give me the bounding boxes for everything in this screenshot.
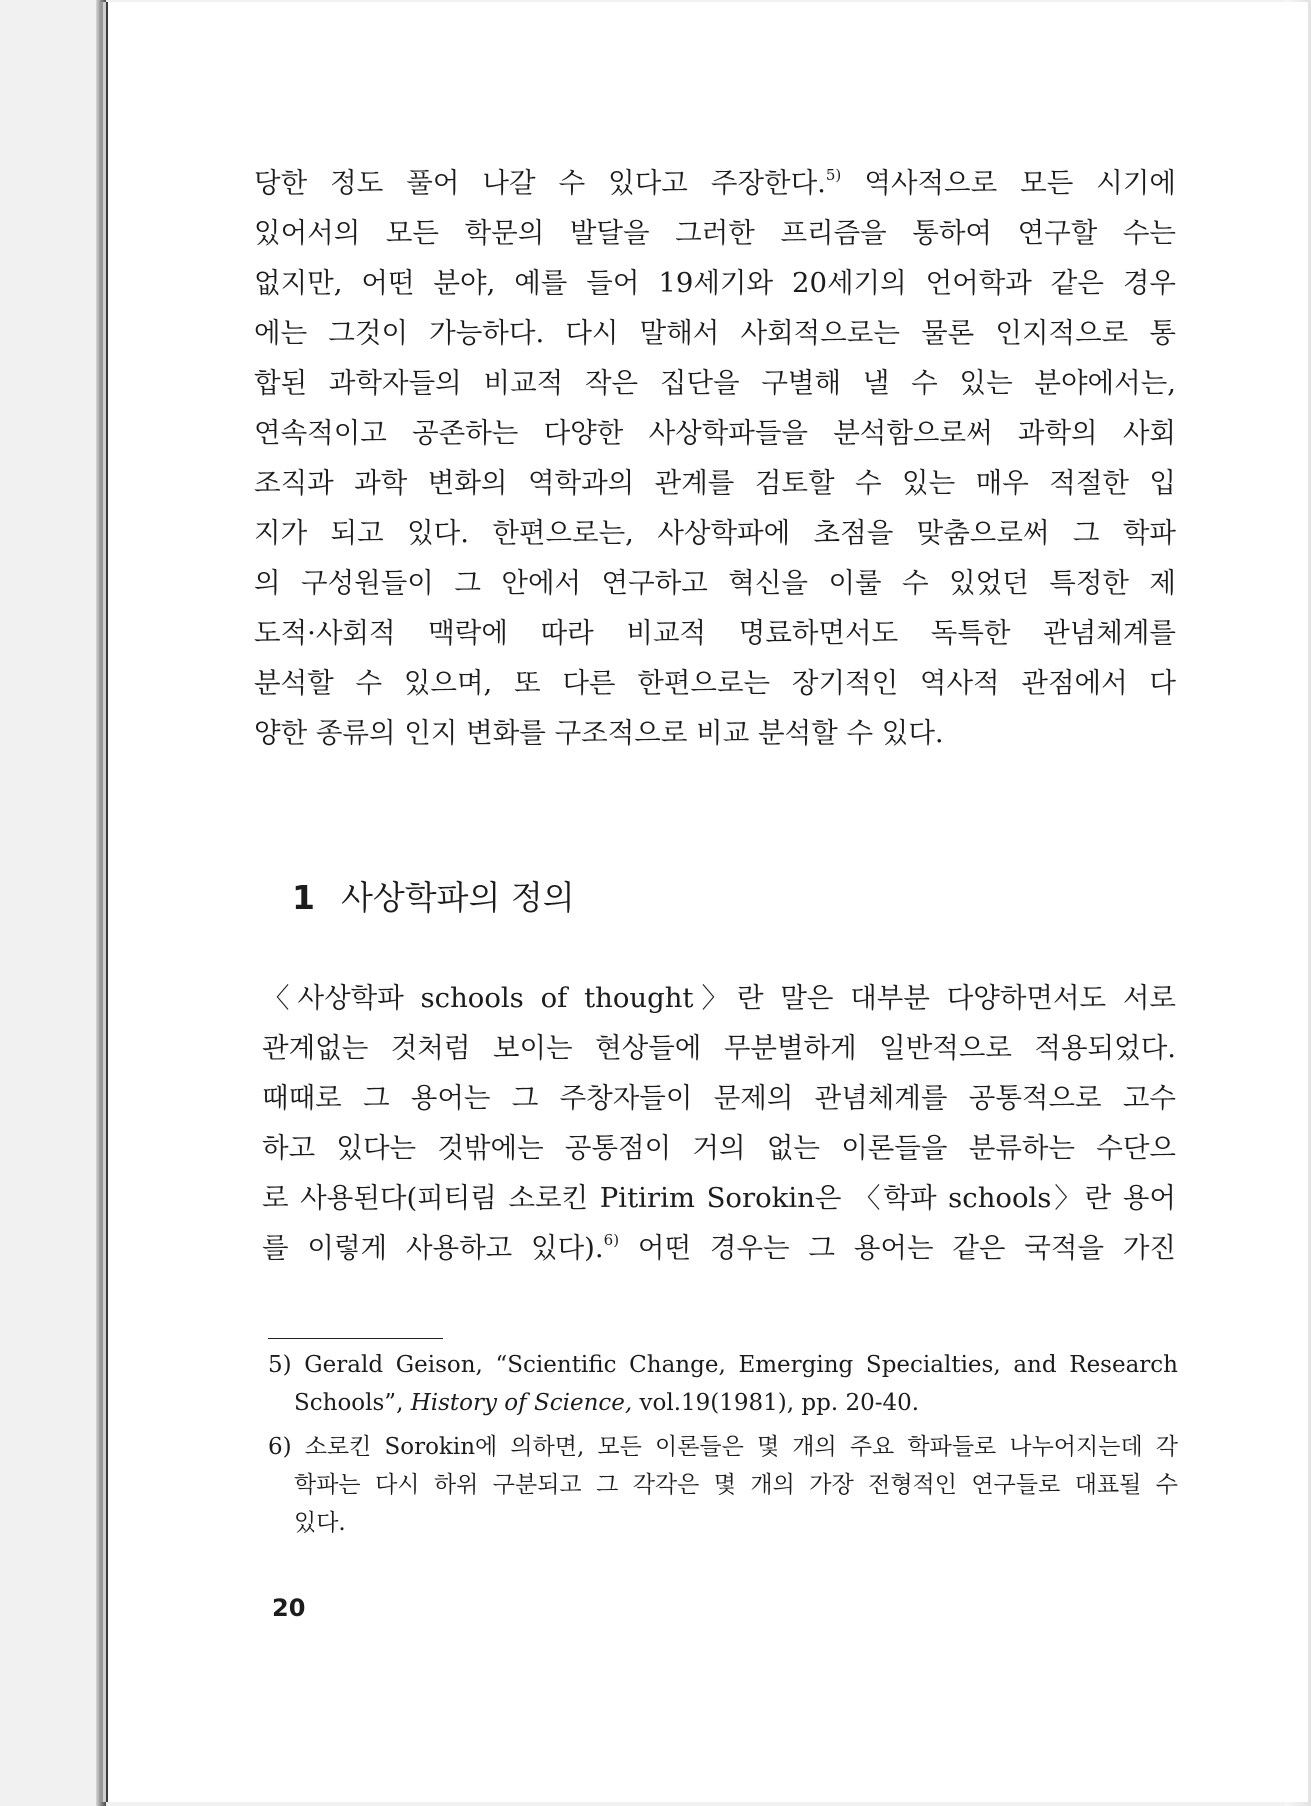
footnote-line: 학파는 다시 하위 구분되고 그 각각은 몇 개의 가장 전형적인 연구들로 대표될 수 xyxy=(294,1472,1178,1498)
text-line: 조직과 과학 변화의 역학과의 관계를 검토할 수 있는 매우 적절한 입 xyxy=(254,467,1176,499)
text-line: 를 이렇게 사용하고 있다).$^{6)}$ 어떤 경우는 그 용어는 같은 국적을 가진 xyxy=(262,1231,1176,1264)
text-line: 의 구성원들이 그 안에서 연구하고 혁신을 이룰 수 있었던 특정한 제 xyxy=(254,567,1176,599)
section-number: 1 xyxy=(292,878,315,917)
footnote-line: 5) Gerald Geison, “Scientific Change, Emerging Specialties, and Research xyxy=(268,1352,1178,1378)
footnote-divider xyxy=(268,1338,443,1339)
text-line: 에는 그것이 가능하다. 다시 말해서 사회적으로는 물론 인지적으로 통 xyxy=(254,317,1176,349)
page-number: 20 xyxy=(272,1594,306,1622)
text-line: 지가 되고 있다. 한편으로는, 사상학파에 초점을 맞춤으로써 그 학파 xyxy=(254,517,1176,549)
journal-title: History of Science, xyxy=(410,1390,633,1416)
footnote-line: Schools”, History of Science, vol.19(1981), pp. 20-40. xyxy=(294,1390,920,1416)
text-line: 〈사상학파 schools of thought〉란 말은 대부분 다양하면서도 서로 xyxy=(262,982,1176,1014)
text-line: 분석할 수 있으며, 또 다른 한편으로는 장기적인 역사적 관점에서 다 xyxy=(254,667,1176,699)
text-line: 당한 정도 풀어 나갈 수 있다고 주장한다.$^{5)}$ 역사적으로 모든 시기에 xyxy=(254,166,1176,199)
book-spine xyxy=(96,0,106,1806)
text-line: 도적·사회적 맥락에 따라 비교적 명료하면서도 독특한 관념체계를 xyxy=(254,617,1176,649)
text-line: 로 사용된다(피티림 소로킨 Pitirim Sorokin은 〈학파 schools〉란 용어 xyxy=(262,1182,1176,1214)
section-heading xyxy=(292,872,575,919)
text-line: 양한 종류의 인지 변화를 구조적으로 비교 분석할 수 있다. xyxy=(254,717,944,749)
footnote-line: 6) 소로킨 Sorokin에 의하면, 모든 이론들은 몇 개의 주요 학파들로 나누어지는데 각 xyxy=(268,1434,1178,1460)
text-line: 하고 있다는 것밖에는 공통점이 거의 없는 이론들을 분류하는 수단으 xyxy=(262,1132,1176,1164)
footnote-mark[interactable]: 5) xyxy=(825,166,842,184)
footnote-line: 있다. xyxy=(294,1510,346,1536)
text-line: 있어서의 모든 학문의 발달을 그러한 프리즘을 통하여 연구할 수는 xyxy=(254,217,1176,249)
footnote-mark[interactable]: 6) xyxy=(603,1231,620,1249)
text-line: 연속적이고 공존하는 다양한 사상학파들을 분석함으로써 과학의 사회 xyxy=(254,417,1176,449)
text-line: 관계없는 것처럼 보이는 현상들에 무분별하게 일반적으로 적용되었다. xyxy=(262,1032,1176,1064)
section-title: 사상학파의 정의 xyxy=(340,878,575,917)
text-line: 합된 과학자들의 비교적 작은 집단을 구별해 낼 수 있는 분야에서는, xyxy=(254,367,1176,399)
text-line: 때때로 그 용어는 그 주창자들이 문제의 관념체계를 공통적으로 고수 xyxy=(262,1082,1176,1114)
text-line: 없지만, 어떤 분야, 예를 들어 19세기와 20세기의 언어학과 같은 경우 xyxy=(254,267,1176,299)
